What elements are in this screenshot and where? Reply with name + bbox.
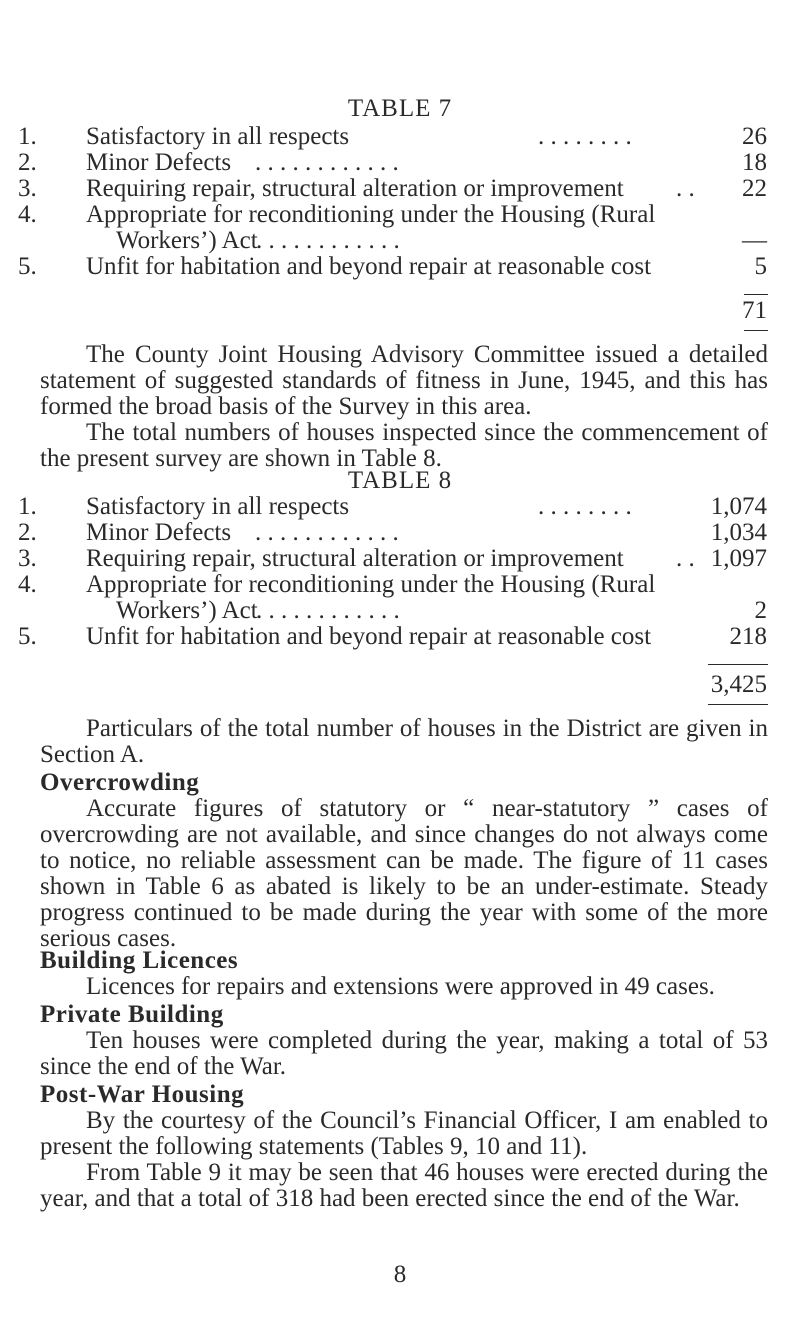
row-leader-dots: . . . . . . . . . . . . (256, 597, 400, 624)
row-label-continued: Workers’) Act (116, 227, 258, 254)
paragraph-text: Particulars of the total number of houses in the District are given in Section A. (40, 715, 768, 768)
paragraph-text: Accurate figures of statutory or “ near-statutory ” cases of overcrowding are not available, and since changes do not always come to notice, no reliable assessment can be made. The figure of 11 cases shown in Table 6 as abated is likely to be an under-estimate. Steady progress continued to be made during the year with some of the more serious cases. (40, 795, 768, 952)
row-value: 5 (754, 253, 767, 280)
section-heading-overcrowding: Overcrowding (40, 769, 200, 796)
row-label: Unfit for habitation and beyond repair at reasonable cost (86, 623, 652, 650)
row-value: 26 (742, 123, 767, 150)
row-label: Requiring repair, structural alteration or improvement (86, 545, 624, 572)
total-rule-bottom (708, 704, 768, 705)
paragraph-text: Licences for repairs and extensions were approved in 49 cases. (86, 973, 715, 1000)
row-value: 218 (729, 623, 767, 650)
table-7-total: 71 (742, 297, 767, 324)
row-number: 5. (18, 253, 37, 280)
row-value: 18 (742, 149, 767, 176)
table-7-title: TABLE 7 (347, 95, 453, 122)
row-number: 2. (18, 149, 37, 176)
row-value: 22 (742, 175, 767, 202)
section-body-private-building (40, 1028, 768, 1080)
row-leader-dots: . . . . . . . . (538, 123, 632, 150)
paragraph-text: The total numbers of houses inspected since the commencement of the present survey are shown in Table 8. (40, 419, 768, 472)
paragraph (40, 716, 768, 768)
row-number: 3. (18, 175, 37, 202)
paragraph-text: The County Joint Housing Advisory Committee issued a detailed statement of suggested standards of fitness in June, 1945, and this has formed the broad basis of the Survey in this area. (40, 341, 768, 420)
row-number: 5. (18, 623, 37, 650)
row-value: 2 (754, 597, 767, 624)
row-number: 2. (18, 519, 37, 546)
section-heading-building-licences: Building Licences (40, 947, 239, 974)
row-leader-dots: . . (676, 545, 695, 572)
row-label: Unfit for habitation and beyond repair at reasonable cost (86, 253, 652, 280)
row-number: 3. (18, 545, 37, 572)
section-heading-post-war-housing: Post-War Housing (40, 1081, 245, 1108)
row-leader-dots: . . . . . . . . . . . . (255, 519, 399, 546)
row-label: Appropriate for reconditioning under the Housing (Rural (86, 201, 656, 228)
total-rule-top (744, 294, 768, 295)
row-label: Minor Defects (86, 149, 232, 176)
table-8-total: 3,425 (710, 671, 767, 698)
paragraph-text: Ten houses were completed during the year, making a total of 53 since the end of the War. (40, 1027, 768, 1080)
row-leader-dots: . . . . . . . . . . . . (255, 149, 399, 176)
paragraph-text: By the courtesy of the Council’s Financial Officer, I am enabled to present the following statements (Tables 9, 10 and 11). (40, 1107, 768, 1160)
row-leader-dots: . . . . . . . . (538, 493, 632, 520)
paragraph (40, 342, 768, 472)
row-leader-dots: . . . . . . . . . . . . (256, 227, 400, 254)
section-body-overcrowding (40, 796, 768, 952)
table-8-title: TABLE 8 (347, 467, 453, 494)
row-label-continued: Workers’) Act (116, 597, 258, 624)
row-value: — (742, 227, 767, 254)
row-value: 1,034 (710, 519, 767, 546)
row-number: 4. (18, 571, 37, 598)
paragraph-text: From Table 9 it may be seen that 46 houses were erected during the year, and that a total of 318 had been erected since the end of the War. (40, 1159, 768, 1212)
row-label: Requiring repair, structural alteration or improvement (86, 175, 624, 202)
row-label: Satisfactory in all respects (86, 123, 350, 150)
section-heading-private-building: Private Building (40, 1001, 224, 1028)
row-number: 1. (18, 123, 37, 150)
section-body-post-war-housing (40, 1108, 768, 1212)
row-value: 1,074 (710, 493, 767, 520)
row-number: 1. (18, 493, 37, 520)
row-label: Appropriate for reconditioning under the Housing (Rural (86, 571, 656, 598)
row-leader-dots: . . (676, 175, 695, 202)
row-label: Minor Defects (86, 519, 232, 546)
row-number: 4. (18, 201, 37, 228)
row-value: 1,097 (710, 545, 767, 572)
page-number: 8 (393, 1261, 407, 1288)
row-label: Satisfactory in all respects (86, 493, 350, 520)
total-rule-bottom (744, 330, 768, 331)
total-rule-top (708, 664, 768, 665)
section-body-building-licences (40, 974, 768, 1000)
